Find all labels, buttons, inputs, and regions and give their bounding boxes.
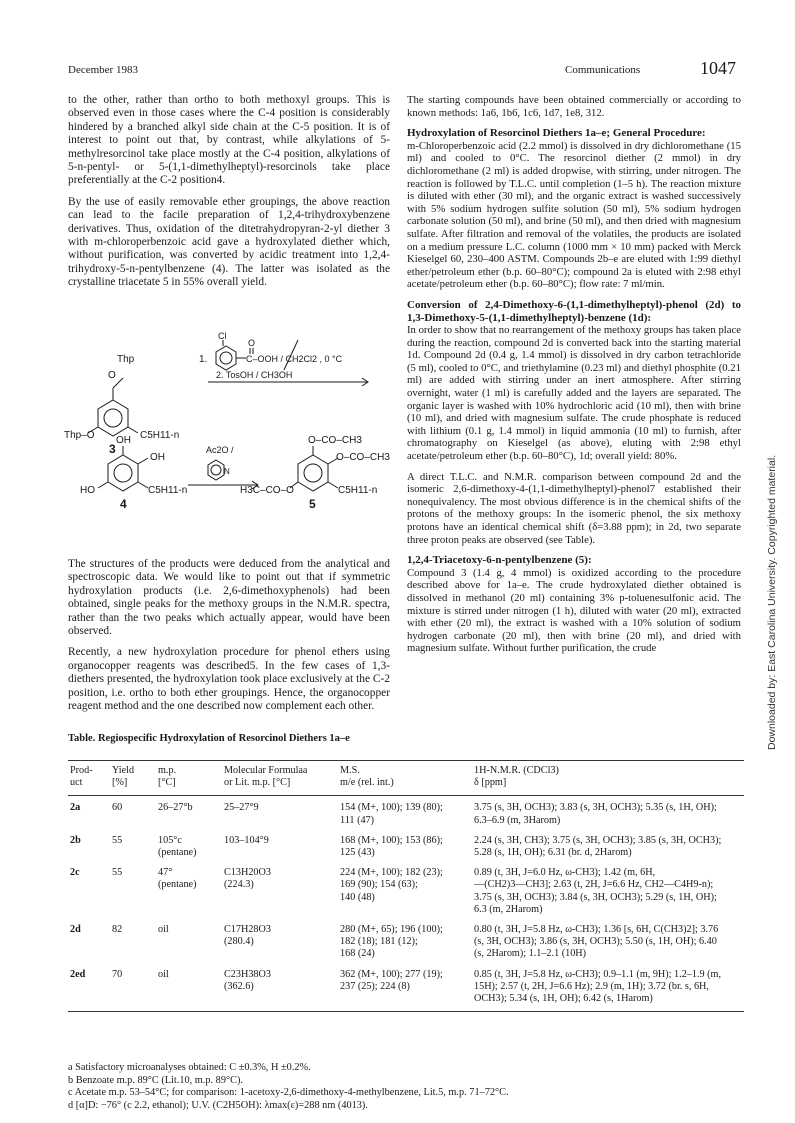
paragraph: A direct T.L.C. and N.M.R. comparison between compound 2d and the isomeric 2,6-dimethoxy-4-(1,1-dimethylheptyl)-phenol7 established their nonequivalency. The most obvious difference is in the chemical shifts of the protons of the methoxy groups: In the isomeric phenol, the six methoxy protons have an identical chemical shift (δ=3.88 ppm); in 2d, two separate three proton peaks are observed (see Table).	[407, 470, 741, 546]
thp-ether-label: Thp–O	[64, 430, 95, 441]
thp-label: Thp	[117, 354, 135, 365]
pyridine-n-label: N	[224, 467, 230, 476]
table-row	[68, 796, 744, 829]
table-cell: 26–27°b	[158, 802, 193, 814]
table-cell: 47° (pentane)	[158, 867, 197, 891]
table-row	[68, 861, 744, 918]
section-heading: 1,2,4-Triacetoxy-6-n-pentylbenzene (5):	[407, 554, 592, 567]
acetoxy-label: O–CO–CH3	[336, 452, 390, 463]
benzene-ring	[108, 455, 138, 491]
carbonyl-o-label: O	[248, 338, 256, 348]
table-cell: 2d	[70, 924, 81, 936]
column-header: 1H-N.M.R. (CDCl3) δ [ppm]	[472, 761, 744, 796]
acetoxy-label: H3C–CO–O	[240, 485, 294, 496]
reaction-scheme	[64, 331, 393, 540]
column-header: m.p. [°C]	[156, 761, 222, 796]
left-column-top	[68, 94, 390, 298]
table-cell: 0.89 (t, 3H, J=6.0 Hz, ω-CH3); 1.42 (m, 6H, —(CH2)3—CH3]; 2.63 (t, 2H, J=6.6 Hz, CH2—C4H9-n); 3.75 (s, 3H, OCH3); 3.84 (s, 3H, OCH3); 5.29 (s, 1H, OH); 6.3 (m, 2Harom)	[474, 867, 717, 915]
step-1-label: 1.	[199, 354, 208, 365]
journal-section: Communications	[565, 64, 641, 76]
table-footnotes	[68, 1062, 509, 1112]
table-cell: 25–27°9	[224, 802, 259, 814]
paragraph: In order to show that no rearrangement of the methoxy groups has taken place during the reaction, compound 2d is converted back into the starting material 1d. Compound 2d (0.4 g, 1.4 mmol) is dissolved in dry carbon tetrachloride (5 ml), cooled to 0°C, and triethylamine (0.23 ml) and diethyl phosphite (0.21 ml) are added with stirring under an inert atmosphere. After stirring overnight, water (1 ml) is carefully added and the layers are separated. The organic layer is washed with 10% hydrochloric acid (10 ml), then with brine (10 ml), and dried with magnesium sulfate. The crude phosphate is reduced with lithium (0.1 g, 1.4 mmol) in liquid ammonia (10 ml) to furnish, after chromatography on Kieselgel (as above), eluting with 2:98 ethyl acetate/petroleum ether (b.p. 60–80°C), 1d; overall yield: 80%.	[407, 324, 741, 463]
paragraph: By the use of easily removable ether groupings, the above reaction can lead to the facile preparation of 1,2,4-trihydroxybenzene derivatives. Thus, oxidation of the ditetrahydropyran-2-yl diether 3 with m-chloroperbenzoic acid gave a hydroxylated diether which, without purification, was converted by acidic treatment into 1,2,4-trihydroxy-5-n-pentylbenzene (4). The latter was isolated as the crystalline triacetate 5 in 55% overall yield.	[68, 195, 390, 289]
pentyl-label: C5H11-n	[148, 485, 188, 496]
svg-text:O: O	[108, 370, 116, 381]
table-cell: C23H38O3 (362.6)	[222, 963, 338, 1012]
acetic-anhydride-label: Ac2O /	[206, 445, 234, 455]
table-cell: oil	[156, 963, 222, 1012]
benzene-ring	[208, 460, 224, 480]
compound-5-label: 5	[309, 497, 316, 511]
column-header: M.S. m/e (rel. int.)	[338, 761, 472, 796]
paragraph: m-Chloroperbenzoic acid (2.2 mmol) is dissolved in dry dichloromethane (15 ml) and cooled to 0°C. The resorcinol diether (2 mmol) in dry dichloromethane (2 ml) is added dropwise, with stirring, under nitrogen. The reaction is followed by T.L.C. until completion (1–5 h). The reaction mixture is diluted with ether (30 ml), and the organic extract is washed successively with 5% sodium hydrogen sulfite solution (50 ml), 5% sodium hydrogen carbonate solution (50 ml), and brine (50 ml), and then dried with magnesium sulfate. After filtration and removal of the volatiles, the products are isolated on a medium pressure L.C. column (1000 mm × 10 mm) packed with Merck Kieselgel 60, 230–400 ASTM. Compounds 2b–e are eluted with 1:99 diethyl ether/petroleum ether (b.p. 60–80°C); compound 2a is eluted with 2:98 ethyl acetate/petroleum ether (b.p. 60–80°C); flow rate: 7 ml/min.	[407, 139, 741, 291]
pentyl-label: C5H11-n	[140, 430, 180, 441]
table-cell: 105°c (pentane)	[158, 834, 197, 859]
benzene-ring	[216, 346, 236, 370]
footnote: b Benzoate m.p. 89°C (Lit.10, m.p. 89°C).	[68, 1074, 243, 1086]
footnote: c Acetate m.p. 53–54°C; for comparison: 1-acetoxy-2,6-dimethoxy-4-methylbenzene, Lit.5, m.p. 71–72°C.	[68, 1087, 509, 1098]
table-cell: 2b	[70, 834, 81, 846]
table-caption: Table. Regiospecific Hydroxylation of Resorcinol Diethers 1a–e	[68, 733, 350, 744]
left-column-bottom	[68, 558, 390, 721]
table-cell: 0.80 (t, 3H, J=5.8 Hz, ω-CH3); 1.36 [s, 6H, C(CH3)2]; 3.76 (s, 3H, OCH3); 3.86 (s, 3H, OCH3); 5.50 (s, 1H, OH); 6.40 (s, 2Harom); 1.1–2.1 (10H)	[474, 924, 719, 960]
column-header: Yield [%]	[110, 761, 156, 796]
footnote: d [α]D: −76° (c 2.2, ethanol); U.V. (C2H5OH): λmax(ε)=288 nm (4013).	[68, 1099, 368, 1111]
table-header-row	[68, 761, 744, 796]
compound-4-label: 4	[120, 497, 127, 511]
section-heading: Hydroxylation of Resorcinol Diethers 1a–e; General Procedure:	[407, 127, 706, 140]
data-table	[68, 760, 744, 1012]
step-2-label: 2. TosOH / CH3OH	[216, 370, 293, 380]
column-header: Molecular Formulaa or Lit. m.p. [°C]	[222, 761, 338, 796]
paragraph: The starting compounds have been obtained commercially or according to known methods: 1a6, 1b6, 1c6, 1d7, 1e8, 312.	[407, 94, 741, 119]
table-row	[68, 918, 744, 963]
acetoxy-label: O–CO–CH3	[308, 435, 362, 446]
paragraph: to the other, rather than ortho to both methoxyl groups. This is observed even in those cases where the C-4 position is considerably hindered by a branched alkyl side chain at the C-5 position. It is of interest to point out that, by contrast, while alkylations of 5-methylresorcinol take place mostly at the C-4 position, alkylations of 5-n-pentyl- or 5-(1,1-dimethylheptyl)-resorcinols take place preferentially at the C-2 position4.	[68, 94, 390, 187]
paragraph: The structures of the products were deduced from the analytical and spectroscopic data. We would like to point out that if symmetric hydroxylation products (i.e. 2,6-dimethoxyphenols) had been obtained, single peaks for the methoxy groups in the N.M.R. spectra, rather than the two peaks which actually appear, would have been observed.	[68, 558, 390, 638]
oh-label: OH	[150, 452, 165, 463]
table-cell: 0.85 (t, 3H, J=5.8 Hz, ω-CH3); 0.9–1.1 (m, 9H); 1.2–1.9 (m, 15H); 2.57 (t, 2H, J=6.6 Hz); 2.9 (m, 1H); 3.72 (br. s, 6H, OCH3); 5.34 (s, 1H, OH); 6.42 (s, 1Harom)	[472, 963, 744, 1012]
table-cell: 2ed	[68, 963, 110, 1012]
table-cell: 3.75 (s, 3H, OCH3); 3.83 (s, 3H, OCH3); 5.35 (s, 1H, OH); 6.3–6.9 (m, 3Harom)	[474, 802, 717, 826]
table-cell: C17H28O3 (280.4)	[224, 924, 271, 948]
compound-3-label: 3	[109, 442, 116, 456]
ho-label: HO	[80, 485, 95, 496]
table-cell: C13H20O3 (224.3)	[224, 867, 271, 891]
oh-label: OH	[116, 435, 131, 446]
table-cell: 2.24 (s, 3H, CH3); 3.75 (s, 3H, OCH3); 3.85 (s, 3H, OCH3); 5.28 (s, 1H, OH); 6.31 (br. d, 2Harom)	[474, 834, 722, 859]
right-column	[407, 94, 741, 663]
table-cell: 280 (M+, 65); 196 (100); 182 (18); 181 (12); 168 (24)	[340, 924, 443, 960]
table-cell: 224 (M+, 100); 182 (23); 169 (90); 154 (63); 140 (48)	[340, 867, 443, 903]
table-cell: 168 (M+, 100); 153 (86); 125 (43)	[340, 834, 443, 859]
table-cell: oil	[158, 924, 169, 936]
peracid-label: C–OOH / CH2Cl2 , 0 °C	[246, 354, 343, 364]
chloro-label: Cl	[218, 331, 227, 341]
table-cell: 362 (M+, 100); 277 (19); 237 (25); 224 (8)	[338, 963, 472, 1012]
table-cell: 60	[112, 802, 123, 814]
column-header: Prod- uct	[68, 761, 110, 796]
footnote: a Satisfactory microanalyses obtained: C ±0.3%, H ±0.2%.	[68, 1062, 311, 1073]
download-watermark-text: Downloaded by: East Carolina University. Copyrighted material.	[766, 454, 778, 750]
paragraph: Recently, a new hydroxylation procedure for phenol ethers using organocopper reagents was described5. In the few cases of 1,3-diethers presented, the hydroxylation took place exclusively at the C-2 position, i.e. ortho to both ether groupings. Hence, the organocopper reagent method and the one described now complement each other.	[68, 646, 390, 713]
table-cell: 2c	[70, 867, 80, 879]
table-cell: 103–104°9	[224, 834, 269, 846]
table-row	[68, 829, 744, 861]
running-date: December 1983	[68, 64, 138, 76]
table-cell: 55	[112, 867, 123, 879]
benzene-ring	[298, 455, 328, 491]
benzene-ring	[98, 400, 128, 436]
table-cell: 154 (M+, 100); 139 (80); 111 (47)	[340, 802, 443, 826]
download-watermark	[756, 330, 776, 750]
table-row	[68, 963, 744, 1012]
table-cell: 82	[112, 924, 123, 936]
pentyl-label: C5H11-n	[338, 485, 378, 496]
page-number: 1047	[700, 58, 736, 78]
table-cell: 70	[110, 963, 156, 1012]
table-cell: 2a	[70, 802, 81, 814]
section-heading: Conversion of 2,4-Dimethoxy-6-(1,1-dimethylheptyl)-phenol (2d) to 1,3-Dimethoxy-5-(1,1-dimethylheptyl)-benzene (1d):	[407, 298, 741, 324]
table-cell: 55	[112, 834, 123, 846]
paragraph: Compound 3 (1.4 g, 4 mmol) is oxidized according to the procedure described above for 1a–e. The crude hydroxylated diether obtained is dissolved in methanol (20 ml) containing 3% p-toluenesulfonic acid. The mixture is stirred under nitrogen (1 h), diluted with water (20 ml), extracted with ether (20 ml), the extract is washed with a 10% solution of sodium hydrogen carbonate (20 ml), then with brine (20 ml), and dried with magnesium sulfate. Without further purification, the crude	[407, 566, 741, 655]
